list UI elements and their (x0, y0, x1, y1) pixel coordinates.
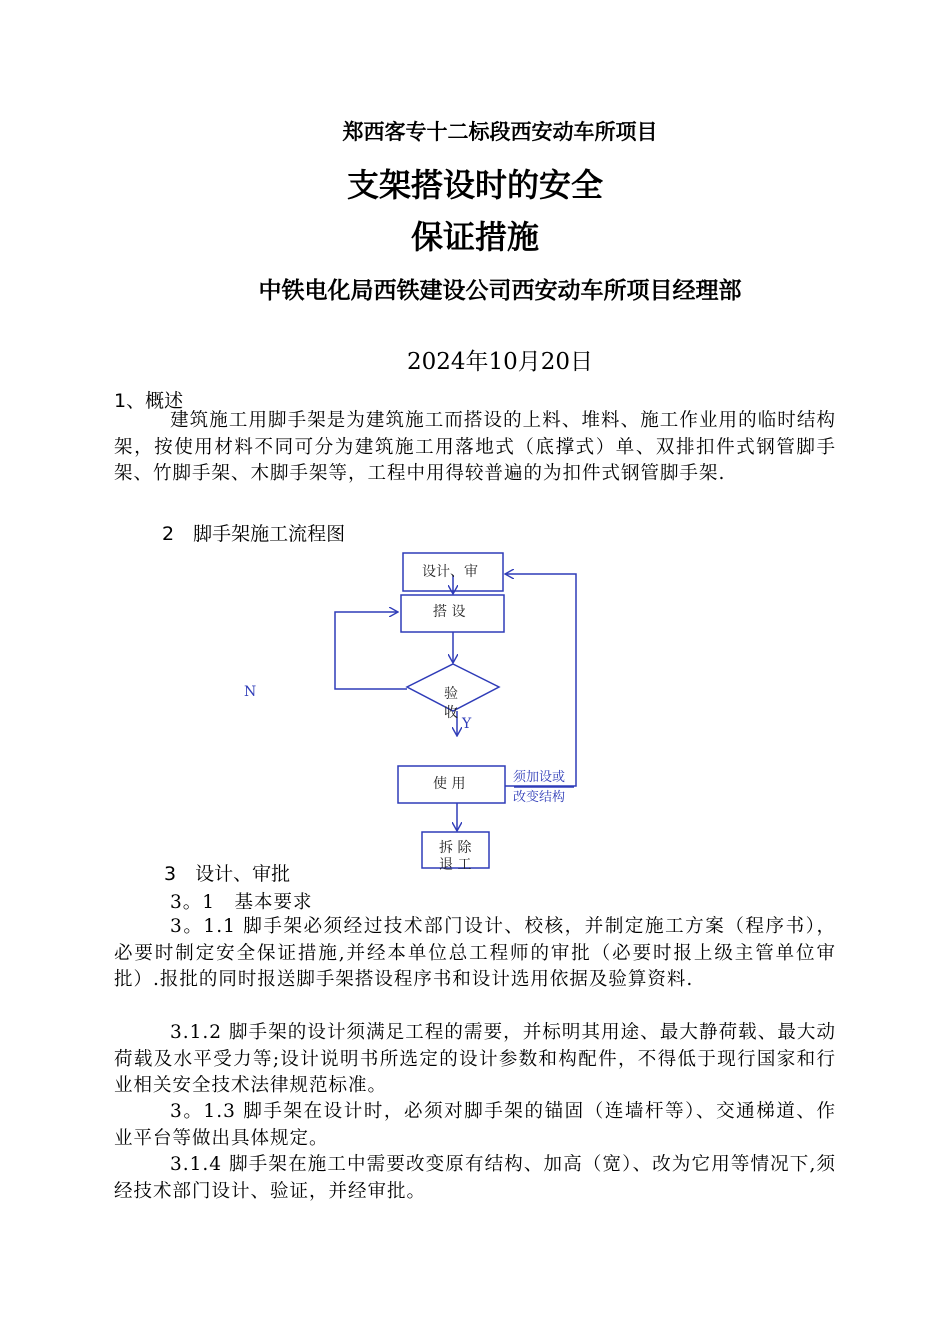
scaffold-flowchart (0, 540, 950, 880)
flow-label-no: N (244, 684, 257, 700)
section-3-1-1-text: 3。1.1 脚手架必须经过技术部门设计、校核，并制定施工方案（程序书），必要时制定安全保证措施,并经本单位总工程师的审批（必要时报上级主管单位审批）.报批的同时报送脚手架搭设程序书和设计选用依据及验算资料. (114, 916, 836, 990)
section-3-1-4-text: 3.1.4 脚手架在施工中需要改变原有结构、加高（宽）、改为它用等情况下,须经技术部门设计、验证，并经审批。 (114, 1154, 836, 1202)
document-date: 2024年10月20日 (406, 349, 594, 375)
flow-node-dismantle-cut: 退 工 (439, 857, 472, 873)
flow-node-design: 设计、审 (422, 564, 478, 580)
project-name: 郑西客专十二标段西安动车所项目 (342, 120, 658, 144)
section-3-1-3 (114, 1099, 836, 1152)
flow-node-accept-cut: 收 (444, 705, 458, 721)
section-3-heading: 3 设计、审批 (164, 863, 291, 885)
organization-name: 中铁电化局西铁建设公司西安动车所项目经理部 (258, 277, 742, 304)
flow-node-erect: 搭 设 (433, 604, 466, 620)
flow-label-yes: Y (462, 716, 472, 732)
flow-node-dismantle: 拆 除 (439, 840, 472, 856)
section-3-1-2 (114, 1020, 836, 1100)
flow-loop-change (505, 574, 576, 786)
section-3-1-2-text: 3.1.2 脚手架的设计须满足工程的需要，并标明其用途、最大静荷载、最大动荷载及水平受力等;设计说明书所选定的设计参数和构配件，不得低于现行国家和行业相关安全技术法律规范标准。 (114, 1022, 836, 1096)
section-1-heading: 1、概述 (114, 390, 184, 412)
section-1-paragraph (114, 408, 836, 488)
document-title-line2: 保证措施 (410, 218, 539, 256)
section-3-1-3-text: 3。1.3 脚手架在设计时，必须对脚手架的锚固（连墙杆等）、交通梯道、作业平台等做出具体规定。 (114, 1101, 836, 1149)
flow-label-change-2: 改变结构 (513, 790, 566, 805)
flow-node-use: 使 用 (433, 776, 466, 792)
flow-label-change-1: 须加设或 (513, 770, 566, 785)
section-3-1-1 (114, 914, 836, 994)
section-1-text: 建筑施工用脚手架是为建筑施工而搭设的上料、堆料、施工作业用的临时结构架，按使用材料不同可分为建筑施工用落地式（底撑式）单、双排扣件式钢管脚手架、竹脚手架、木脚手架等，工程中用得较普遍的为扣件式钢管脚手架. (114, 410, 836, 484)
document-title-line1: 支架搭设时的安全 (346, 166, 603, 204)
flow-node-accept: 验 (444, 686, 458, 702)
section-3-1-4 (114, 1152, 836, 1205)
section-3-1-heading: 3。1 基本要求 (170, 892, 313, 913)
flow-loop-no (335, 612, 407, 689)
section-2-heading: 2 脚手架施工流程图 (162, 523, 346, 545)
